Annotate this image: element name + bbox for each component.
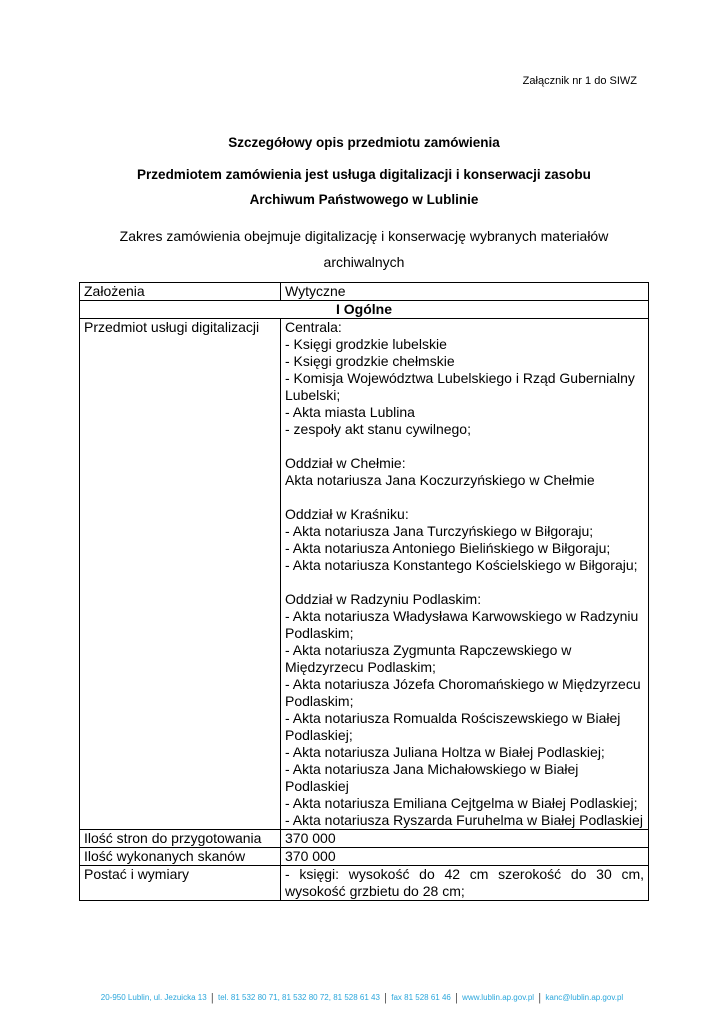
section-row: [80, 301, 649, 319]
list-item: - Akta notariusza Ryszarda Furuhelma w Białej Podlaskiej: [285, 812, 643, 828]
footer-separator: |: [455, 992, 458, 1004]
footer-email-link[interactable]: kanc@lublin.ap.gov.pl: [545, 993, 624, 1002]
list-item: - Księgi grodzkie lubelskie: [285, 336, 447, 352]
scope-statement: Zakres zamówienia obejmuje digitalizację i konserwację wybranych materiałów archiwalnych: [119, 228, 609, 270]
footer-separator: |: [210, 992, 214, 1004]
block-krasnik: [285, 506, 644, 574]
footer-address: 20-950 Lublin, ul. Jezuicka 13: [100, 993, 207, 1002]
list-item: - Komisja Województwa Lubelskiego i Rząd Gubernialny Lubelski;: [285, 370, 635, 403]
row-label-pages: Ilość stron do przygotowania: [80, 830, 281, 848]
list-item: Oddział w Chełmie:: [285, 455, 406, 471]
subject-details: [281, 319, 649, 830]
row-value-pages: 370 000: [281, 830, 649, 848]
list-item: - Akta notariusza Romualda Rościszewskiego w Białej Podlaskiej;: [285, 710, 621, 743]
list-item: - Księgi grodzkie chełmskie: [285, 353, 455, 369]
row-label-subject: Przedmiot usługi digitalizacji: [80, 319, 281, 830]
list-item: - Akta notariusza Antoniego Bielińskiego w Biłgoraju;: [285, 540, 611, 556]
header-guidelines: Wytyczne: [281, 283, 649, 301]
footer-phone: tel. 81 532 80 71, 81 532 80 72, 81 528 61 43: [217, 993, 380, 1002]
footer-website-link[interactable]: www.lublin.ap.gov.pl: [462, 993, 535, 1002]
subject-heading-line1: Przedmiotem zamówienia jest usługa digitalizacji i konserwacji zasobu: [137, 167, 591, 182]
list-item: Oddział w Radzyniu Podlaskim:: [285, 591, 482, 607]
row-value-scans: 370 000: [281, 848, 649, 866]
list-item: - Akta notariusza Władysława Karwowskiego w Radzyniu Podlaskim;: [285, 608, 639, 641]
subject-heading-line2: Archiwum Państwowego w Lublinie: [249, 192, 479, 207]
list-item: Oddział w Kraśniku:: [285, 506, 409, 522]
section-general: I Ogólne: [80, 301, 649, 319]
list-item: Akta notariusza Jana Koczurzyńskiego w Chełmie: [285, 472, 595, 488]
document-title: Szczegółowy opis przedmiotu zamówienia: [228, 135, 500, 150]
table-row: [80, 830, 649, 848]
list-item: - Akta notariusza Jana Turczyńskiego w Biłgoraju;: [285, 523, 594, 539]
list-item: - Akta miasta Lublina: [285, 404, 415, 420]
block-central: [285, 319, 644, 438]
annex-label: Załącznik nr 1 do SIWZ: [522, 75, 637, 87]
list-item: - Akta notariusza Józefa Choromańskiego w Międzyrzecu Podlaskim;: [285, 676, 641, 709]
footer-fax: fax 81 528 61 46: [391, 993, 451, 1002]
specification-table: [79, 282, 649, 901]
row-label-dimensions: Postać i wymiary: [80, 866, 281, 901]
table-row: [80, 866, 649, 901]
block-chelm: [285, 455, 644, 489]
list-item: - Akta notariusza Juliana Holtza w Białej Podlaskiej;: [285, 744, 605, 760]
list-item: Centrala:: [285, 319, 342, 335]
list-item: - Akta notariusza Jana Michałowskiego w Białej Podlaskiej: [285, 761, 579, 794]
list-item: - Akta notariusza Konstantego Kościelskiego w Biłgoraju;: [285, 557, 638, 573]
footer-separator: |: [538, 992, 542, 1004]
row-value-dimensions: - księgi: wysokość do 42 cm szerokość do 30 cm, wysokość grzbietu do 28 cm;: [281, 866, 649, 901]
table-row: [80, 319, 649, 830]
block-radzyn: [285, 591, 644, 829]
footer-separator: |: [384, 992, 387, 1004]
page-footer: [0, 992, 724, 1004]
table-row: [80, 848, 649, 866]
table-header-row: [80, 283, 649, 301]
list-item: - Akta notariusza Emiliana Cejtgelma w Białej Podlaskiej;: [285, 795, 638, 811]
row-label-scans: Ilość wykonanych skanów: [80, 848, 281, 866]
list-item: - Akta notariusza Zygmunta Rapczewskiego w Międzyrzecu Podlaskim;: [285, 642, 572, 675]
list-item: - zespoły akt stanu cywilnego;: [285, 421, 471, 437]
header-assumptions: Założenia: [80, 283, 281, 301]
